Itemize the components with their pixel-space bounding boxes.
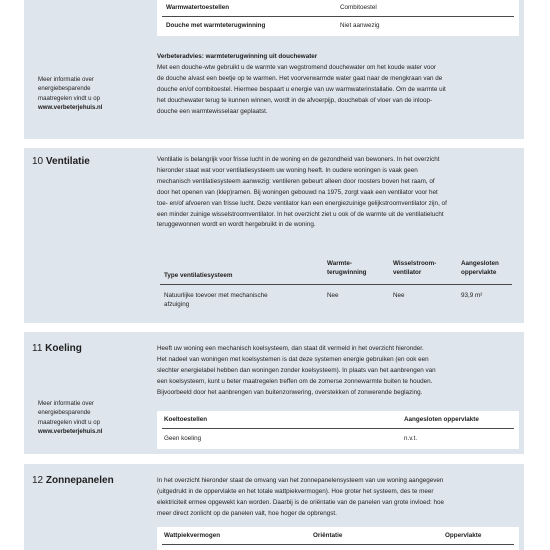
section-text <box>157 344 517 399</box>
info-sidebar <box>38 75 148 112</box>
table-cell-wtw: Nee <box>327 292 339 299</box>
sidebar-line: energiebesparende <box>38 409 91 417</box>
table-header-opp: Oppervlakte <box>445 532 482 539</box>
section-title: Ventilatie <box>45 156 90 167</box>
section-number: 10 <box>32 156 44 167</box>
sidebar-line: Meer informatie over <box>38 76 94 83</box>
text-line: slechter energielabel hebben dan woningen zonder koelsysteem). In plaats van het aanbrengen van <box>157 366 436 374</box>
table-cell-opp: 93,9 m² <box>461 292 483 299</box>
text-line: teruggewonnen wordt en wordt hergebruikt in de woning. <box>157 221 316 229</box>
sidebar-line: maatregelen vindt u op <box>38 94 100 102</box>
text-line: (uitgedrukt in de oppervlakte en het totale wattpiekvermogen). Hoe groter het systeem, des te meer <box>157 487 434 495</box>
table-header-type: Type ventilatiesysteem <box>164 272 233 279</box>
section-heading <box>32 475 114 486</box>
text-line: hieronder staat wat voor ventilatiesysteem uw woning heeft. In oudere woningen is vaak geen <box>157 166 418 174</box>
table-cell-device: Geen koeling <box>164 435 202 442</box>
sidebar-line: energiebesparende <box>38 85 91 93</box>
table-label: Warmwatertoestellen <box>166 4 230 11</box>
text-line: mechanisch ventilatiesysteem aanwezig: ventileren gebeurt alleen door roosters boven het raam, of <box>157 177 435 185</box>
table-cell-ws: Nee <box>393 292 405 299</box>
text-line: meer direct zonlicht op de panelen valt, hoe hoger de opbrengst. <box>157 509 337 517</box>
table-header-opp: Aangesloten oppervlakte <box>461 260 499 276</box>
text-line: elektriciteit ermee opgewekt kan worden. Daarbij is de oriëntatie van de panelen van grote invloed: hoe <box>157 498 445 506</box>
text-line: In het overzicht hieronder staat de omvang van het zonnepanelensysteem van uw woning aangegeven <box>157 477 444 484</box>
table-cell-area: n.v.t. <box>404 435 418 442</box>
table-header-ws: Wisselstroom- ventilator <box>393 260 437 276</box>
text-line: Het nadeel van woningen met koelsystemen is dat deze systemen energie gebruiken (en ook een <box>157 355 429 363</box>
section-title: Zonnepanelen <box>45 475 114 486</box>
section-heading <box>32 156 90 167</box>
advice-block <box>157 52 517 117</box>
table-header-divider <box>162 428 514 429</box>
advice-line: Met een douche-wtw gebruikt u de warmte van wegstromend douchewater om het koude water voor <box>157 63 436 71</box>
text-line: door het openen van (klep)ramen. Bij woningen gebouwd na 1975, zorgt vaak een ventilator voor het <box>157 188 438 196</box>
table-value: Combitoestel <box>340 4 377 11</box>
text-line: Bijvoorbeeld door het aanbrengen van buitenzonwering, overstekken of zonwerende beglazing. <box>157 388 423 396</box>
row-divider <box>162 16 514 17</box>
section-number: 12 <box>32 475 44 486</box>
section-title: Koeling <box>45 343 82 354</box>
advice-title: Verbeteradvies: warmteterugwinning uit douchewater <box>157 53 318 60</box>
table-header-area: Aangesloten oppervlakte <box>404 416 479 423</box>
sidebar-url[interactable]: www.verbeterjehuis.nl <box>38 103 103 111</box>
table-header-wtw: Warmte- terugwinning <box>327 260 367 276</box>
text-line: een minder zuinige wisselstroomventilator. In het overzicht ziet u ook of de warmte uit de ventilatielucht <box>157 210 444 218</box>
section-text <box>157 476 517 520</box>
table-header-divider <box>162 544 514 545</box>
info-sidebar <box>38 399 148 436</box>
sidebar-line: maatregelen vindt u op <box>38 418 100 426</box>
section-heading <box>32 343 82 354</box>
text-line: Heeft uw woning een mechanisch koelsysteem, dan staat dit vermeld in het overzicht hieronder. <box>157 345 424 352</box>
text-line: Ventilatie is belangrijk voor frisse lucht in de woning en de gezondheid van bewoners. In het overzicht <box>157 156 440 163</box>
advice-line: douche een warmtewisselaar geplaatst. <box>157 107 268 115</box>
text-line: toe- en/of afvoeren van frisse lucht. Deze ventilator kan een energiezuinige gelijkstroomventilator zijn, of <box>157 199 447 207</box>
sidebar-url[interactable]: www.verbeterjehuis.nl <box>38 427 103 435</box>
section-text <box>157 155 517 231</box>
table-value: Niet aanwezig <box>340 22 380 29</box>
table-label: Douche met warmteterugwinning <box>166 22 266 29</box>
section-number: 11 <box>32 343 43 354</box>
table-header-watt: Wattpiekvermogen <box>164 532 221 539</box>
sidebar-line: Meer informatie over <box>38 400 94 407</box>
text-line: een koelsysteem, kunt u beter maatregelen treffen om de zomerse zonnewarmte buiten te houden. <box>157 377 433 385</box>
table-header-device: Koeltoestellen <box>164 416 208 423</box>
table-cell-type: Natuurlijke toevoer met mechanische afzuiging <box>164 292 268 308</box>
advice-line: het douchewater terug te kunnen winnen, wordt in de afvoerpijp, douchebak of vloer van de inloop- <box>157 96 433 104</box>
advice-line: douche en/of combitoestel. Hiermee bespaart u energie van uw warmwaterinstallatie. Om de warmte uit <box>157 85 446 93</box>
table-header-divider <box>160 284 512 285</box>
advice-line: de douche alvast een beetje op te warmen. Het voorverwarmde water gaat naar de mengkraan van de <box>157 74 443 82</box>
table-header-orient: Oriëntatie <box>313 532 343 539</box>
